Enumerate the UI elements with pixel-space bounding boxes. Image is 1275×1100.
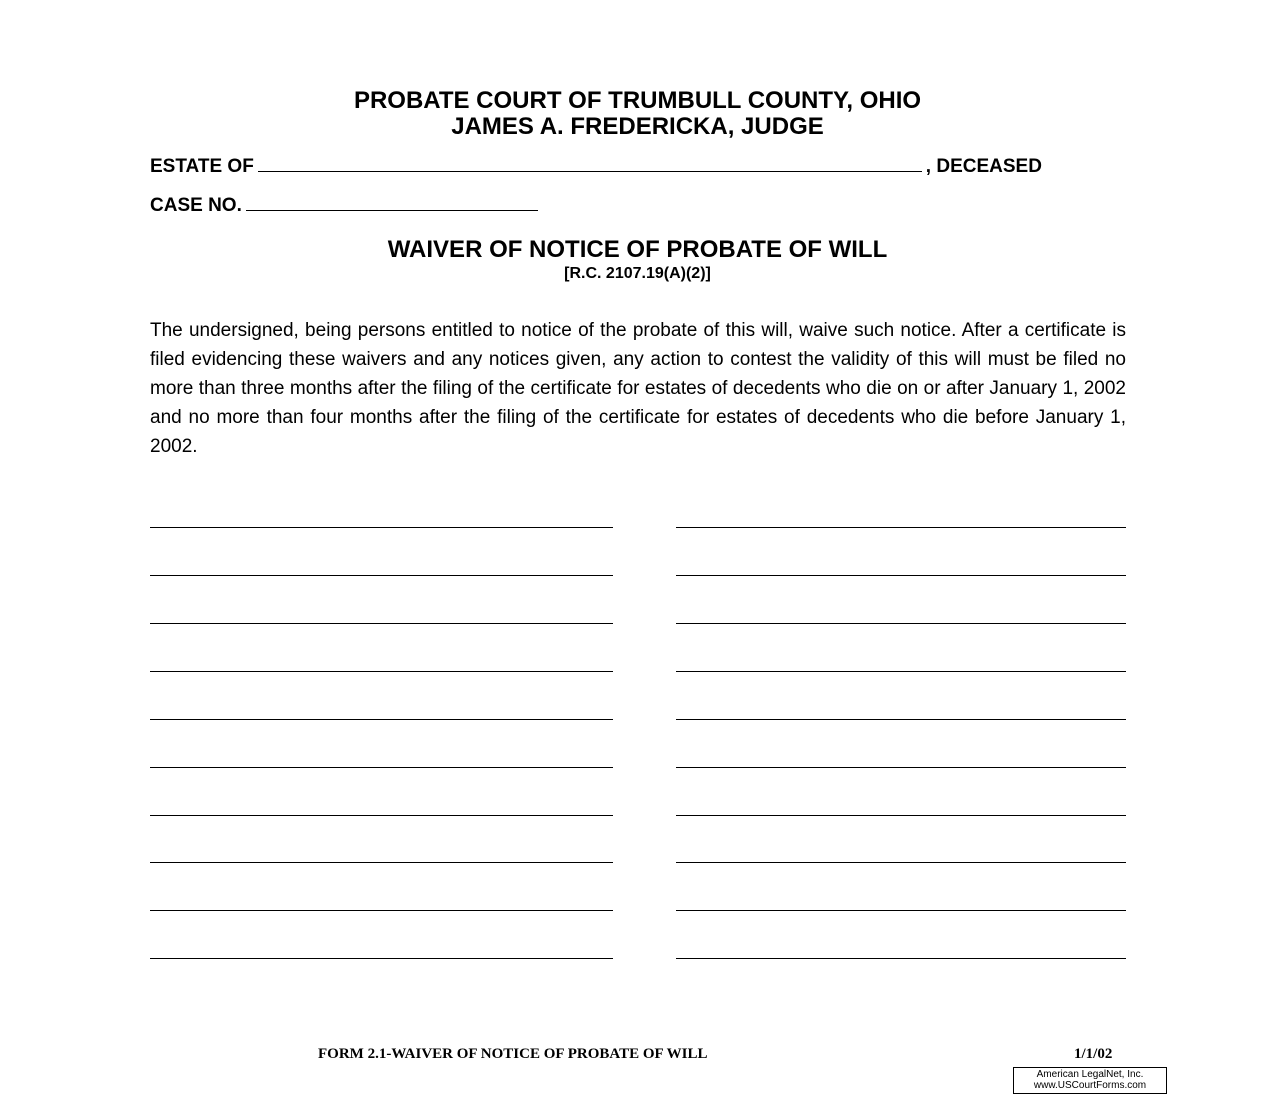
judge-name: JAMES A. FREDERICKA, JUDGE [451,113,824,140]
case-label: CASE NO. [150,195,242,216]
case-number-input[interactable] [246,192,538,211]
signature-line-left[interactable] [150,815,613,816]
case-field-row [150,192,542,217]
signature-line-left[interactable] [150,719,613,720]
form-revision-date: 1/1/02 [1074,1046,1113,1062]
signature-line-left[interactable] [150,671,613,672]
statute-reference: [R.C. 2107.19(A)(2)] [564,265,711,282]
estate-name-input[interactable] [258,153,922,172]
form-title: WAIVER OF NOTICE OF PROBATE OF WILL [387,236,888,263]
signature-line-left[interactable] [150,527,613,528]
publisher-url: www.USCourtForms.com [1033,1080,1147,1091]
signature-line-left[interactable] [150,767,613,768]
signature-line-right[interactable] [676,767,1126,768]
waiver-body-text: The undersigned, being persons entitled to notice of the probate of this will, waive such notice. After a certificate is filed evidencing these waivers and any notices given, any action to contest the validity of this will must be filed no more than three months after the filing of the certificate for estates of decedents who die on or after January 1, 2002 and no more than four months after the filing of the certificate for estates of decedents who die before January 1, 2002. [150,320,1126,457]
signature-line-right[interactable] [676,719,1126,720]
form-footer-name: FORM 2.1-WAIVER OF NOTICE OF PROBATE OF WILL [318,1046,708,1062]
signature-line-right[interactable] [676,910,1126,911]
signature-line-right[interactable] [676,575,1126,576]
signature-line-right[interactable] [676,815,1126,816]
estate-field-row [150,153,1042,178]
estate-label: ESTATE OF [150,156,254,177]
publisher-stamp [1013,1067,1167,1094]
signature-line-left[interactable] [150,958,613,959]
signature-line-right[interactable] [676,623,1126,624]
signature-line-right[interactable] [676,958,1126,959]
signature-line-right[interactable] [676,527,1126,528]
signature-line-left[interactable] [150,910,613,911]
publisher-name: American LegalNet, Inc. [1036,1069,1144,1080]
court-name: PROBATE COURT OF TRUMBULL COUNTY, OHIO [353,87,922,114]
signature-line-left[interactable] [150,623,613,624]
signature-line-right[interactable] [676,862,1126,863]
signature-line-right[interactable] [676,671,1126,672]
signature-line-left[interactable] [150,862,613,863]
deceased-label: , DECEASED [925,156,1042,177]
signature-line-left[interactable] [150,575,613,576]
